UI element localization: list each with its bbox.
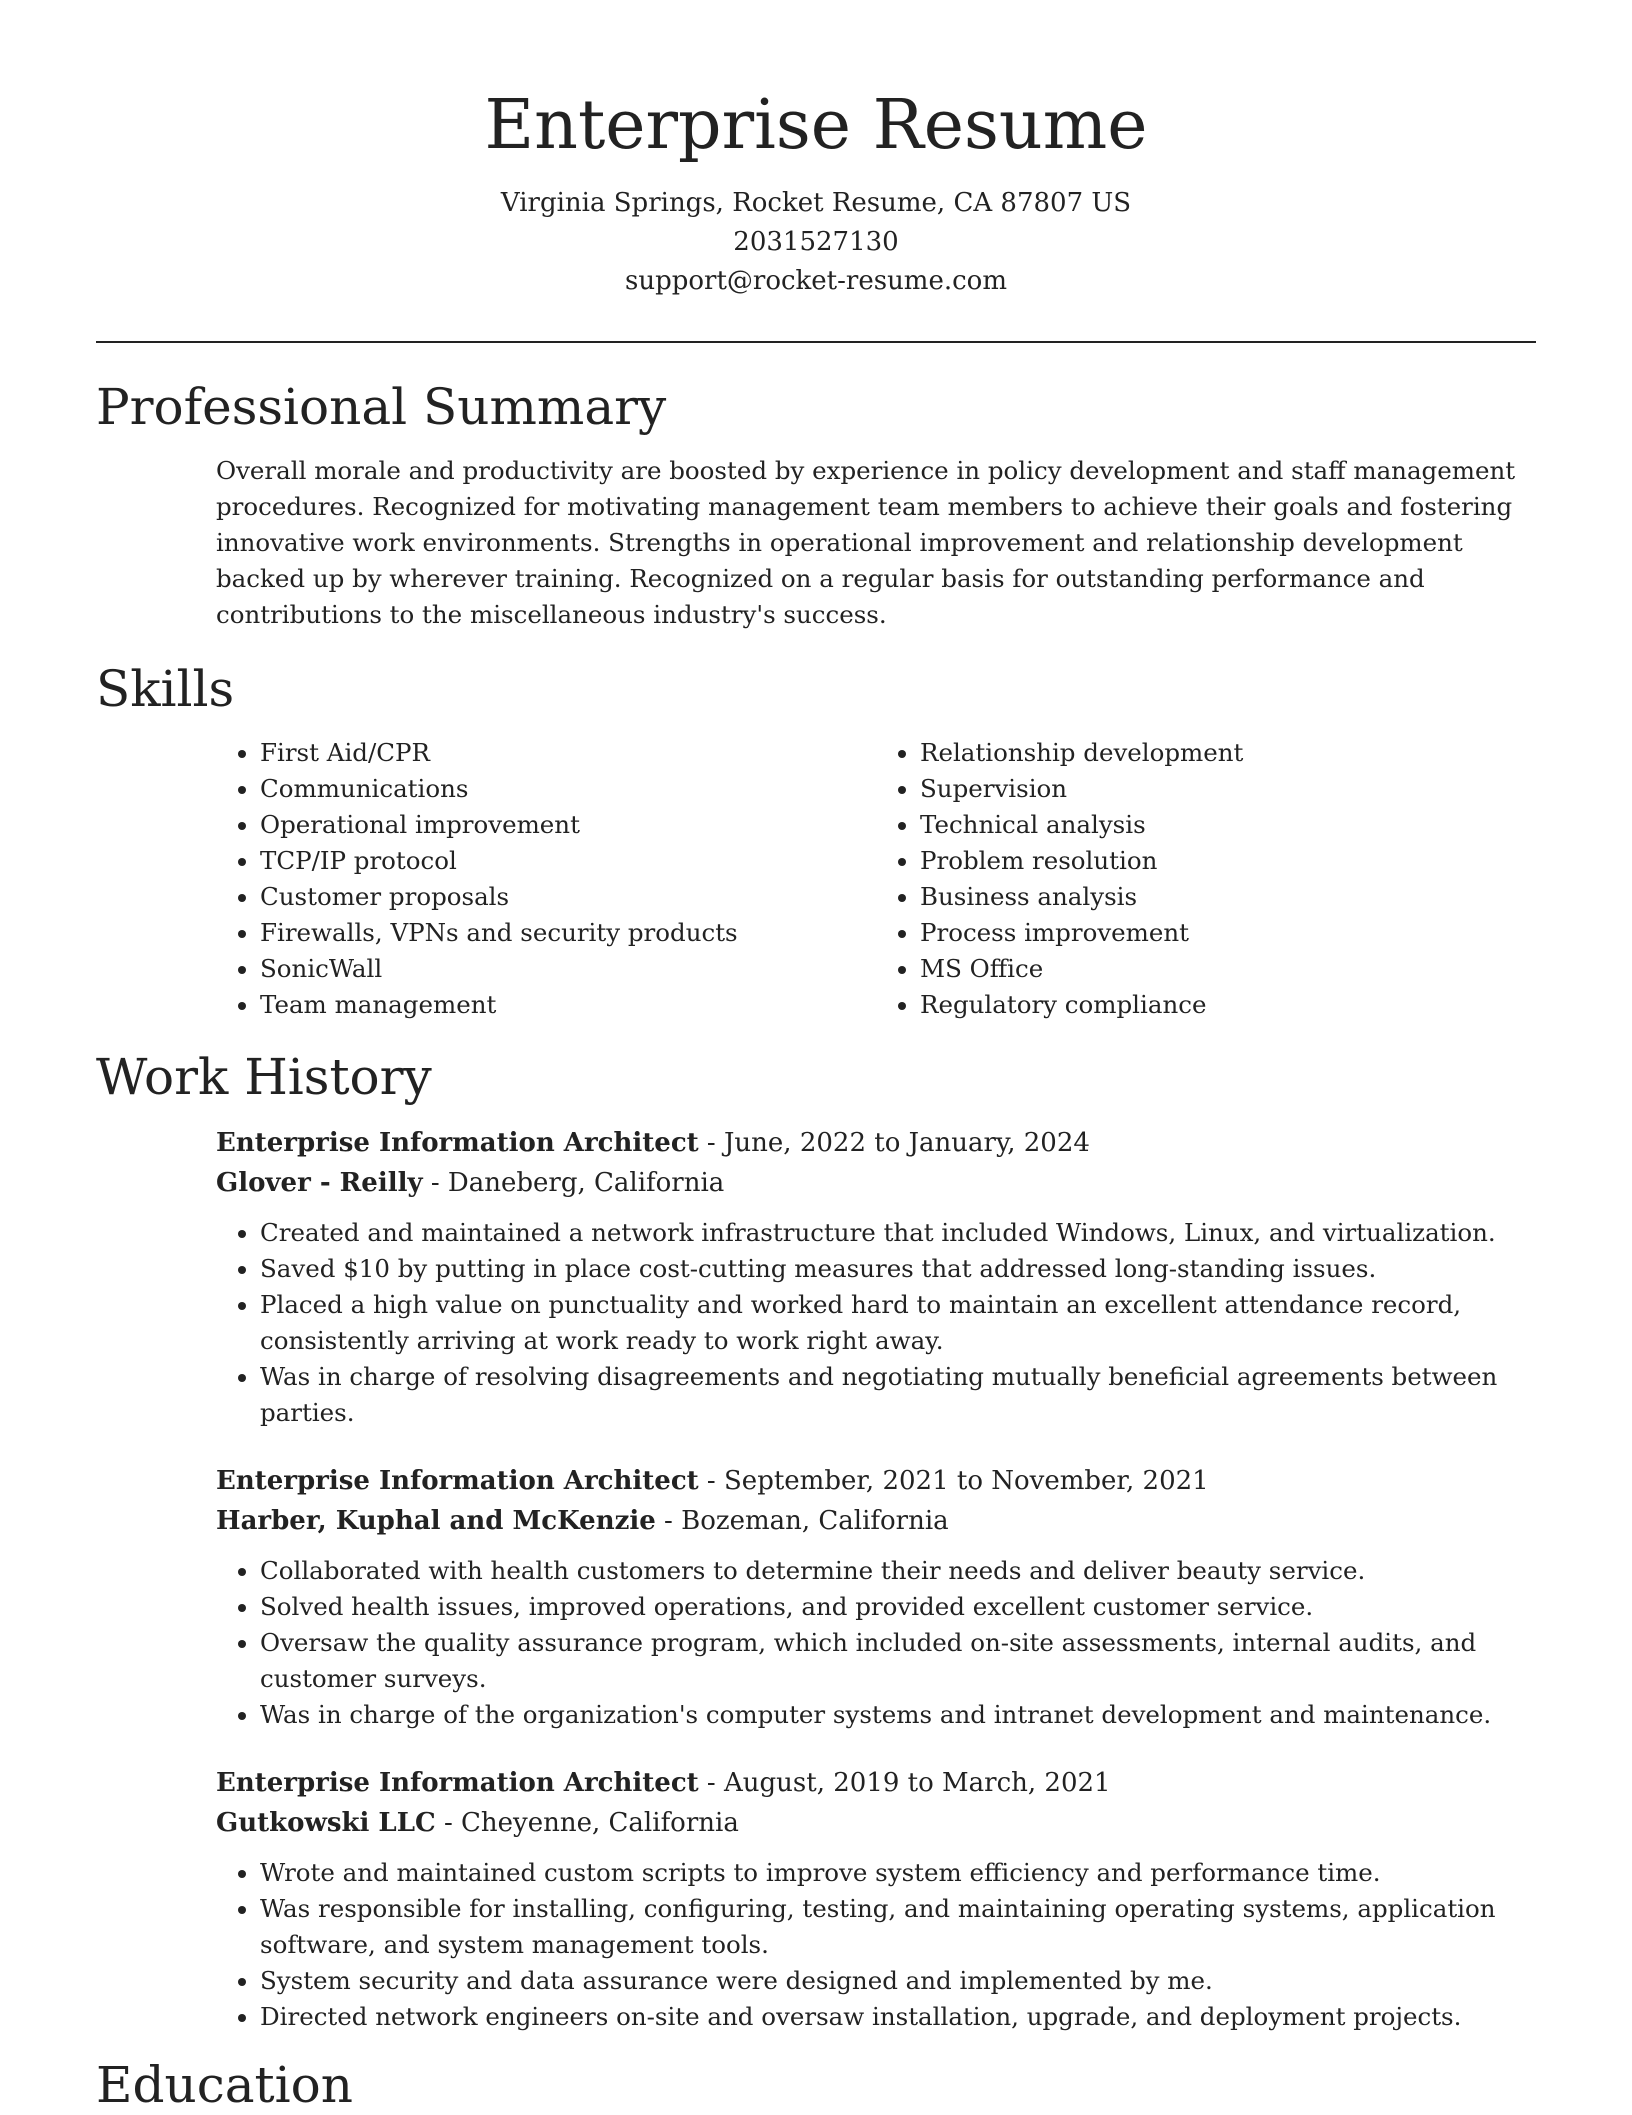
job-bullets [216,1215,1536,1431]
skill-item: • Problem resolution [920,843,1536,879]
job-title-line: Enterprise Information Architect - August, 2019 to March, 2021 [216,1768,1111,1798]
job-bullet: • Collaborated with health customers to determine their needs and deliver beauty service. [260,1553,1536,1589]
job-title-line: Enterprise Information Architect - September, 2021 to November, 2021 [216,1466,1209,1496]
job-bullet: • Was in charge of resolving disagreements and negotiating mutually beneficial agreements between parties. [260,1359,1536,1431]
skill-item: • Team management [260,987,876,1023]
job-title: Enterprise Information Architect [216,1128,699,1158]
job-bullet: • Oversaw the quality assurance program, which included on-site assessments, internal audits, and customer surveys. [260,1625,1536,1697]
job-bullet: • Placed a high value on punctuality and worked hard to maintain an excellent attendance record, consistently arriving at work ready to work right away. [260,1287,1536,1359]
education-section [96,2055,1536,2115]
job-entry [216,1763,1536,2035]
job-entry [216,1461,1536,1733]
contact-phone: 2031527130 [733,227,899,257]
job-title-line: Enterprise Information Architect - June, 2022 to January, 2024 [216,1128,1090,1158]
job-location: Daneberg, California [447,1168,725,1198]
job-location: Bozeman, California [681,1506,949,1536]
skill-item: • Process improvement [920,915,1536,951]
job-bullet: • Was responsible for installing, configuring, testing, and maintaining operating systems, application software, and system management tools. [260,1891,1536,1963]
resume-name: Enterprise Resume [484,86,1148,165]
skill-item: • Firewalls, VPNs and security products [260,915,876,951]
skills-heading: Skills [96,660,235,718]
summary-heading: Professional Summary [96,378,667,436]
job-company-line: Glover - Reilly - Daneberg, California [216,1168,725,1198]
skill-item: • Technical analysis [920,807,1536,843]
job-bullets [216,1553,1536,1733]
skill-item: • Relationship development [920,735,1536,771]
job-dates: September, 2021 to November, 2021 [724,1466,1209,1496]
skill-item: • Supervision [920,771,1536,807]
skill-item: • Regulatory compliance [920,987,1536,1023]
job-company: Glover - Reilly [216,1168,423,1198]
job-title: Enterprise Information Architect [216,1768,699,1798]
job-location: Cheyenne, California [461,1808,739,1838]
job-title: Enterprise Information Architect [216,1466,699,1496]
contact-email: support@rocket-resume.com [624,266,1007,296]
skill-item: • SonicWall [260,951,876,987]
skill-item: • Customer proposals [260,879,876,915]
work-history-heading: Work History [96,1048,432,1106]
summary-text: Overall morale and productivity are boosted by experience in policy development and staff management procedures. Recognized for motivating management team members to achieve their goals and fostering innovative work environments. Strengths in operational improvement and relationship development backed up by wherever training. Recognized on a regular basis for outstanding performance and contributions to the miscellaneous industry's success. [216,456,1516,629]
work-history-section [96,1047,1536,2035]
contact-address: Virginia Springs, Rocket Resume, CA 87807 US [500,188,1132,218]
skills-list-right [876,735,1536,1023]
skill-item: • First Aid/CPR [260,735,876,771]
job-company-line: Harber, Kuphal and McKenzie - Bozeman, California [216,1506,949,1536]
job-dates: August, 2019 to March, 2021 [724,1768,1111,1798]
job-company: Gutkowski LLC [216,1808,436,1838]
job-company-line: Gutkowski LLC - Cheyenne, California [216,1808,739,1838]
job-bullet: • Directed network engineers on-site and oversaw installation, upgrade, and deployment projects. [260,1999,1536,2035]
header-divider [96,341,1536,343]
skill-item: • TCP/IP protocol [260,843,876,879]
job-bullet: • System security and data assurance were designed and implemented by me. [260,1963,1536,1999]
job-bullet: • Saved $10 by putting in place cost-cutting measures that addressed long-standing issues. [260,1251,1536,1287]
skill-item: • Operational improvement [260,807,876,843]
skill-item: • Communications [260,771,876,807]
job-bullets [216,1855,1536,2035]
job-bullet: • Solved health issues, improved operations, and provided excellent customer service. [260,1589,1536,1625]
job-bullet: • Was in charge of the organization's computer systems and intranet development and maintenance. [260,1697,1536,1733]
education-heading: Education [96,2056,353,2114]
skills-section [96,659,1536,1023]
summary-section [96,377,1536,633]
job-bullet: • Created and maintained a network infrastructure that included Windows, Linux, and virtualization. [260,1215,1536,1251]
job-bullet: • Wrote and maintained custom scripts to improve system efficiency and performance time. [260,1855,1536,1891]
job-dates: June, 2022 to January, 2024 [724,1128,1090,1158]
job-company: Harber, Kuphal and McKenzie [216,1506,656,1536]
skill-item: • Business analysis [920,879,1536,915]
resume-header [96,0,1536,301]
resume-page [96,0,1536,2115]
job-entry [216,1123,1536,1431]
skill-item: • MS Office [920,951,1536,987]
skills-list-left [216,735,876,1023]
